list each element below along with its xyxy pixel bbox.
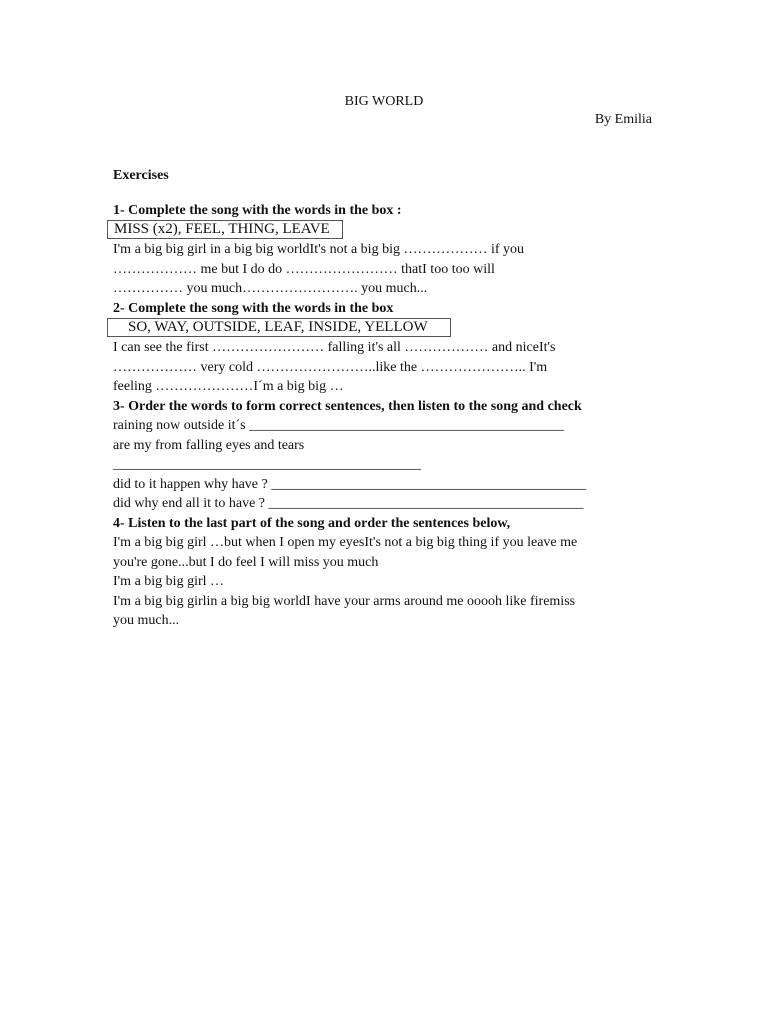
exercise-1 (113, 201, 658, 299)
exercise-1-word-box: MISS (x2), FEEL, THING, LEAVE (107, 220, 343, 239)
exercise-2-heading: 2- Complete the song with the words in the box (113, 300, 394, 316)
page-title: BIG WORLD (344, 94, 424, 109)
exercise-2 (113, 299, 658, 397)
exercise-4-line: I'm a big big girl … (113, 574, 225, 589)
exercise-3-line: ____________________________________________ (113, 457, 421, 472)
exercise-4-line: I'm a big big girlin a big big worldI have your arms around me ooooh like firemiss (113, 593, 576, 609)
exercise-3-line: did to it happen why have ? _____________________________________________ (113, 476, 587, 492)
exercise-4-heading: 4- Listen to the last part of the song and order the sentences below, (113, 515, 511, 531)
exercise-3 (113, 397, 658, 514)
exercise-1-line: ……………… me but I do do …………………… thatI too too will (113, 261, 495, 277)
exercise-2-line: feeling …………………I´m a big big … (113, 379, 344, 394)
exercise-3-line: did why end all it to have ? _____________________________________________ (113, 496, 584, 511)
exercises-heading: Exercises (113, 168, 169, 183)
exercise-1-line: I'm a big big girl in a big big worldIt's not a big big ……………… if you (113, 242, 525, 257)
exercise-2-word-box: SO, WAY, OUTSIDE, LEAF, INSIDE, YELLOW (107, 318, 451, 337)
author-line: By Emilia (594, 112, 652, 127)
exercise-1-heading: 1- Complete the song with the words in the box : (113, 202, 402, 218)
exercise-4-line: I'm a big big girl …but when I open my eyesIt's not a big big thing if you leave me (113, 535, 578, 550)
worksheet-content (113, 166, 658, 631)
exercise-1-line: …………… you much……………………. you much... (113, 281, 428, 296)
exercise-2-line: ……………… very cold ……………………..like the ………………….. I'm (113, 359, 548, 375)
exercise-4-line: you're gone...but I do feel I will miss you much (113, 554, 379, 570)
exercise-3-line: are my from falling eyes and tears (113, 437, 305, 453)
exercise-3-heading: 3- Order the words to form correct sentences, then listen to the song and check (113, 398, 582, 414)
exercise-4 (113, 514, 658, 631)
exercise-4-line: you much... (113, 613, 180, 628)
exercise-3-line: raining now outside it´s _____________________________________________ (113, 418, 565, 433)
exercise-2-line: I can see the first …………………… falling it's all ……………… and niceIt's (113, 340, 556, 355)
